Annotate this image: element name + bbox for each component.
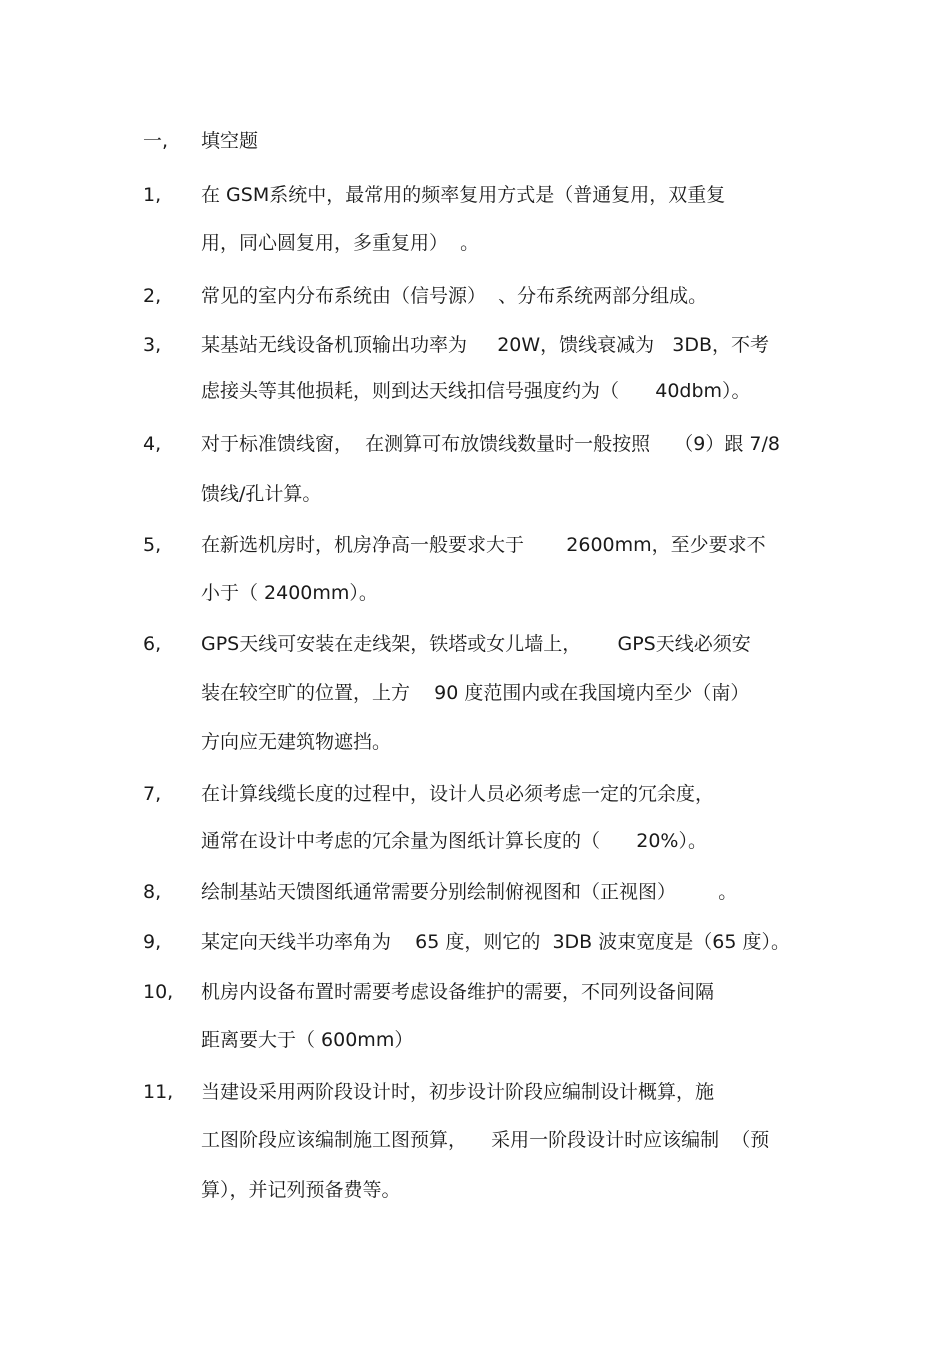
item-number: 10, [143,981,174,1003]
item-text-line: 虑接头等其他损耗，则到达天线扣信号强度约为（ 40dbm）。 [201,380,751,402]
item-text-line: 机房内设备布置时需要考虑设备维护的需要，不同列设备间隔 [201,981,715,1003]
item-number: 6, [143,633,162,655]
item-text-line: 小于（ 2400mm）。 [201,582,378,604]
item-text-line: 装在较空旷的位置，上方 90 度范围内或在我国境内至少（南） [201,682,750,704]
section-number: 一, [143,130,169,152]
item-text-line: 用，同心圆复用，多重复用） 。 [201,232,480,254]
section-title: 填空题 [201,130,259,152]
item-number: 11, [143,1081,174,1103]
item-number: 8, [143,881,162,903]
item-text-line: 在 GSM系统中，最常用的频率复用方式是（普通复用，双重复 [201,184,726,206]
item-text-line: 通常在设计中考虑的冗余量为图纸计算长度的（ 20%）。 [201,830,707,852]
item-text-line: 某定向天线半功率角为 65 度，则它的 3DB 波束宽度是（65 度）。 [201,931,790,953]
item-text-line: 绘制基站天馈图纸通常需要分别绘制俯视图和（正视图） 。 [201,881,738,903]
item-text-line: 对于标准馈线窗， 在测算可布放馈线数量时一般按照 （9）跟 7/8 [201,433,780,455]
item-number: 4, [143,433,162,455]
item-text-line: 在新选机房时，机房净高一般要求大于 2600mm，至少要求不 [201,534,766,556]
item-number: 9, [143,931,162,953]
item-number: 5, [143,534,162,556]
item-text-line: 馈线/孔计算。 [201,483,322,505]
item-text-line: 距离要大于（ 600mm） [201,1029,414,1051]
item-text-line: 算），并记列预备费等。 [201,1179,401,1201]
item-text-line: 当建设采用两阶段设计时，初步设计阶段应编制设计概算，施 [201,1081,715,1103]
item-number: 3, [143,334,162,356]
item-text-line: 在计算线缆长度的过程中，设计人员必须考虑一定的冗余度， [201,783,715,805]
item-text-line: 常见的室内分布系统由（信号源） 、分布系统两部分组成。 [201,285,708,307]
item-number: 2, [143,285,162,307]
item-text-line: 方向应无建筑物遮挡。 [201,731,392,753]
item-text-line: GPS天线可安装在走线架，铁塔或女儿墙上， GPS天线必须安 [201,633,751,655]
item-text-line: 某基站无线设备机顶输出功率为 20W，馈线衰减为 3DB，不考 [201,334,770,356]
item-text-line: 工图阶段应该编制施工图预算， 采用一阶段设计时应该编制 （预 [201,1129,770,1151]
item-number: 7, [143,783,162,805]
item-number: 1, [143,184,162,206]
